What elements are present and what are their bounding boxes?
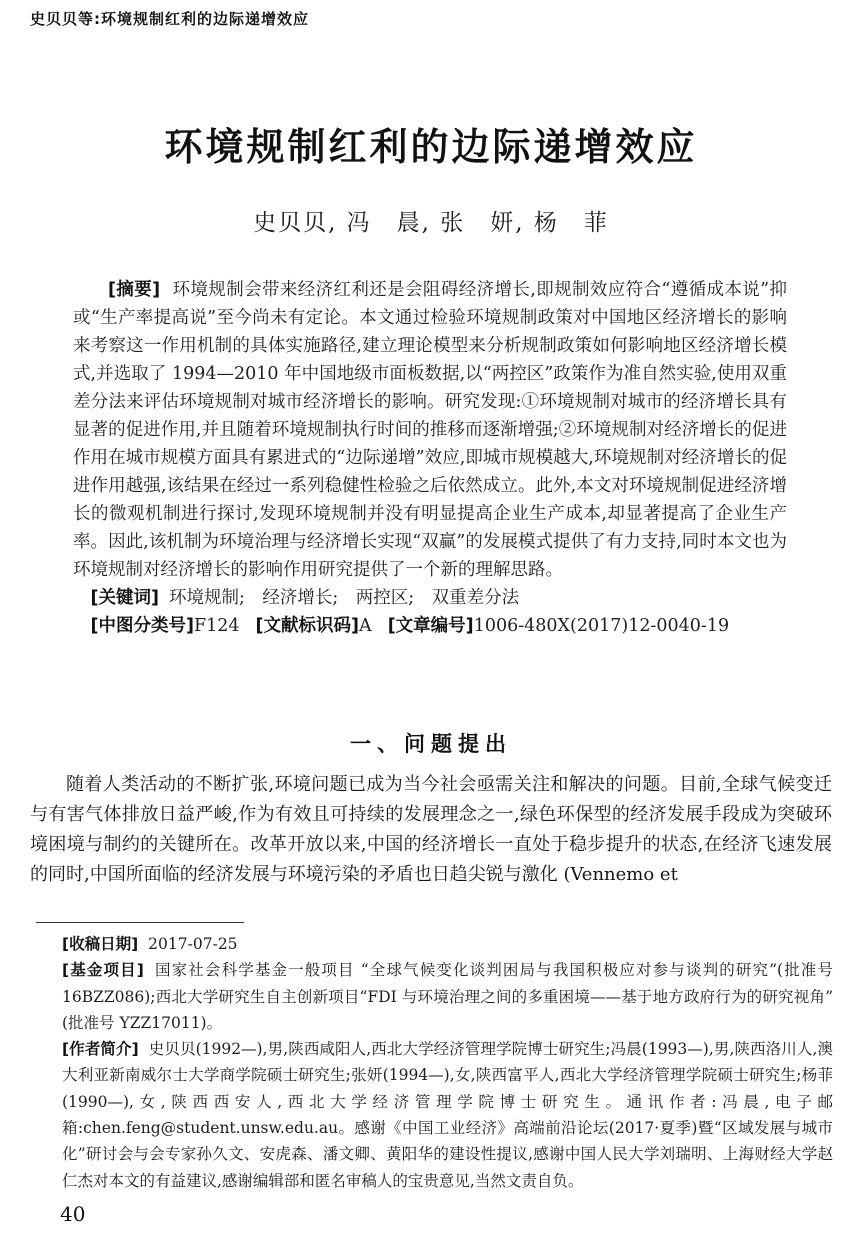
keywords-line [73, 584, 787, 612]
article-id-pair [388, 616, 729, 636]
article-id-value: 1006-480X(2017)12-0040-19 [473, 616, 730, 636]
author-bio-label: [作者简介] [62, 1040, 139, 1059]
running-header: 史贝贝等:环境规制红利的边际递增效应 [30, 10, 310, 28]
article-authors: 史贝贝, 冯 晨, 张 妍, 杨 菲 [253, 210, 609, 236]
doc-code-pair [256, 616, 372, 636]
footnotes-block [62, 931, 833, 1194]
clc-value: F124 [194, 616, 240, 636]
footnote-funding [62, 957, 833, 1036]
abstract-label: [摘要] [108, 280, 161, 300]
abstract-block [73, 276, 787, 640]
page-number: 40 [60, 1202, 86, 1226]
keywords-text: 环境规制; 经济增长; 两控区; 双重差分法 [169, 588, 520, 608]
meta-line [73, 612, 787, 640]
funding-text: 国家社会科学基金一般项目 “全球气候变化谈判困局与我国积极应对参与谈判的研究”(批准号16BZZ086);西北大学研究生自主创新项目“FDI 与环境治理之间的多重困境——基于地方政府行为的研究视角”(批准号 YZZ17011)。 [62, 961, 834, 1032]
clc-label: [中图分类号] [90, 616, 194, 636]
section-heading: 一、问题提出 [350, 732, 512, 756]
body-paragraph: 随着人类活动的不断扩张,环境问题已成为当今社会亟需关注和解决的问题。目前,全球气候变迁与有害气体排放日益严峻,作为有效且可持续的发展理念之一,绿色环保型的经济发展手段成为突破环境困境与制约的关键所在。改革开放以来,中国的经济增长一直处于稳步提升的状态,在经济飞速发展的同时,中国所面临的经济发展与环境污染的矛盾也日趋尖锐与激化 (Vennemo et [30, 774, 832, 885]
article-title: 环境规制红利的边际递增效应 [164, 124, 698, 169]
author-bio-text: 史贝贝(1992—),男,陕西咸阳人,西北大学经济管理学院博士研究生;冯晨(1993—),男,陕西洛川人,澳大利亚新南威尔士大学商学院硕士研究生;张妍(1994—),女,陕西富平人,西北大学经济管理学院硕士研究生;杨菲(1990—),女,陕西西安人,西北大学经济管理学院博士研究生。通讯作者:冯晨,电子邮箱:chen.feng@student.unsw.edu.au。感谢《中国工业经济》高端前沿论坛(2017·夏季)暨“区域发展与城市化”研讨会与会专家孙久文、安虎森、潘文卿、黄阳华的建设性提议,感谢中国人民大学刘瑞明、上海财经大学赵仁杰对本文的有益建议,感谢编辑部和匿名审稿人的宝贵意见,当然文责自负。 [62, 1040, 833, 1190]
clc-pair [91, 616, 240, 636]
received-date-label: [收稿日期] [62, 935, 139, 953]
doc-code-value: A [359, 616, 372, 636]
footnote-divider [36, 922, 244, 923]
funding-label: [基金项目] [62, 961, 144, 980]
doc-code-label: [文献标识码] [255, 616, 360, 636]
abstract-paragraph [73, 276, 787, 584]
abstract-text: 环境规制会带来经济红利还是会阻碍经济增长,即规制效应符合“遵循成本说”抑或“生产率提高说”至今尚未有定论。本文通过检验环境规制政策对中国地区经济增长的影响来考察这一作用机制的具体实施路径,建立理论模型来分析规制政策如何影响地区经济增长模式,并选取了 1994—2010 年中国地级市面板数据,以“两控区”政策作为准自然实验,使用双重差分法来评估环境规制对城市经济增长的影响。研究发现:①环境规制对城市的经济增长具有显著的促进作用,并且随着环境规制执行时间的推移而逐渐增强;②环境规制对经济增长的促进作用在城市规模方面具有累进式的“边际递增”效应,即城市规模越大,环境规制对经济增长的促进作用越强,该结果在经过一系列稳健性检验之后依然成立。此外,本文对环境规制促进经济增长的微观机制进行探讨,发现环境规制并没有明显提高企业生产成本,却显著提高了企业生产率。因此,该机制为环境治理与经济增长实现“双赢”的发展模式提供了有力支持,同时本文也为环境规制对经济增长的影响作用研究提供了一个新的理解思路。 [73, 280, 787, 580]
footnote-author-bio [62, 1036, 833, 1194]
keywords-label: [关键词] [90, 588, 159, 608]
article-id-label: [文章编号] [387, 616, 474, 636]
body-block [30, 770, 832, 890]
footnote-received-date [62, 931, 833, 957]
received-date-value: 2017-07-25 [148, 935, 238, 953]
